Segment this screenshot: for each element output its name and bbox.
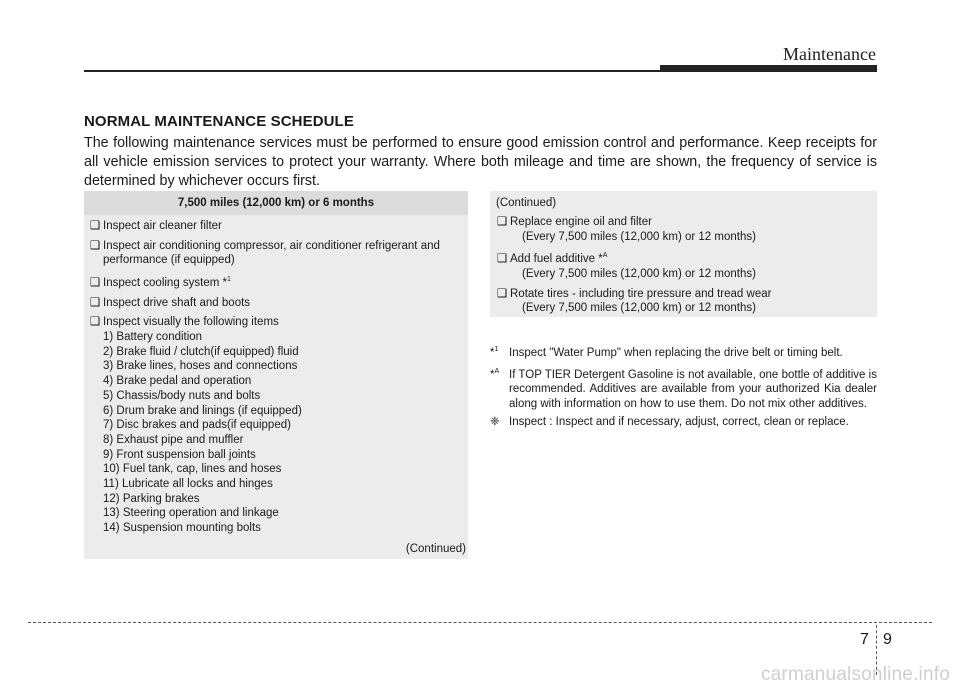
footnote-mark: 1 — [494, 346, 499, 353]
sub-item: 14) Suspension mounting bolts — [103, 522, 261, 535]
sub-item: 2) Brake fluid / clutch(if equipped) fluid — [103, 345, 299, 358]
footnote: *$^A$ If TOP TIER Detergent Gasoline is not available, one bottle of additive is recommended. Additives are available from your authorized Kia dealer along with information on how to use them. Do not mix other additives. — [490, 367, 877, 410]
footnote-mark: A — [494, 367, 500, 375]
checklist-right — [490, 215, 877, 316]
schedule-box-left — [84, 191, 468, 559]
checkbox-icon: ❑ — [90, 316, 101, 329]
checkbox-icon: ❑ — [90, 276, 101, 289]
list-item: ❑ Inspect visually the following items 1) Battery condition 2) Brake fluid / clutch(if equipped) fluid 3) Brake lines, hoses and connections 4) Brake pedal and operation 5) Chassis/body nuts and bolts 6) Drum brake and linings (if equipped) 7) Disc brakes and pads(if equipped) 8) Exhaust pipe and muffler 9) Front suspension ball joints 10) Fuel tank, cap, lines and hoses 11) Lubricate all locks and hinges 12) Parking brakes 13) Steering operation and linkage 14) Suspension mounting bolts — [90, 315, 468, 536]
list-item: ❑ Inspect air conditioning compressor, air conditioner refrigerant and performance (if equipped) — [90, 239, 440, 267]
watermark: carmanualsonline.info — [760, 664, 950, 685]
sub-item: 4) Brake pedal and operation — [103, 375, 252, 388]
footnotes — [490, 343, 877, 434]
interval-note: (Every 7,500 miles (12,000 km) or 12 months) — [522, 302, 756, 315]
footnote-mark: 1 — [227, 276, 231, 284]
header-rule-thin — [84, 70, 660, 72]
continued-label: (Continued) — [405, 543, 466, 555]
page-header-title: Maintenance — [783, 44, 876, 64]
checkbox-icon: ❑ — [90, 220, 101, 232]
section-title: NORMAL MAINTENANCE SCHEDULE — [84, 113, 354, 130]
schedule-box-right — [490, 191, 877, 317]
intro-paragraph: The following maintenance services must be performed to ensure good emission control and performance. Keep receipts for all vehicle emission services to protect your warranty. Where both mileage and time are shown, the frequency of service is determined by whichever occurs first. — [84, 135, 877, 189]
interval-header: 7,500 miles (12,000 km) or 6 months — [84, 191, 468, 215]
sub-item: 10) Fuel tank, cap, lines and hoses — [103, 463, 282, 476]
checkbox-icon: ❑ — [90, 239, 101, 252]
page-number: 9 — [883, 631, 892, 648]
visual-inspection-sublist — [103, 330, 468, 536]
interval-note: (Every 7,500 miles (12,000 km) or 12 months) — [522, 267, 756, 280]
chapter-number: 7 — [860, 631, 869, 648]
sub-item: 11) Lubricate all locks and hinges — [103, 478, 273, 491]
continued-label: (Continued) — [496, 197, 557, 209]
sub-item: 8) Exhaust pipe and muffler — [103, 433, 244, 446]
footnote-mark: A — [602, 252, 608, 260]
checkbox-icon: ❑ — [497, 216, 508, 228]
footnote: *$^1$ Inspect "Water Pump" when replacing the drive belt or timing belt. — [490, 346, 843, 359]
checkbox-icon: ❑ — [497, 287, 508, 300]
sub-item: 5) Chassis/body nuts and bolts — [103, 389, 261, 402]
checklist-left — [84, 215, 468, 536]
header-rule-thick — [660, 65, 877, 72]
sub-item: 3) Brake lines, hoses and connections — [103, 360, 298, 373]
checkbox-icon: ❑ — [497, 253, 508, 266]
footer-dashed-rule — [28, 622, 932, 623]
sub-item: 9) Front suspension ball joints — [103, 448, 256, 461]
sub-item: 13) Steering operation and linkage — [103, 507, 279, 520]
interval-note: (Every 7,500 miles (12,000 km) or 12 months) — [522, 230, 756, 243]
inspect-symbol-icon: ❈ — [490, 416, 500, 429]
list-item: ❑ Add fuel additive *$^A$ (Every 7,500 miles (12,000 km) or 12 months) — [497, 249, 877, 281]
list-item: ❑ Inspect cooling system *$^1$ — [90, 276, 231, 289]
list-item: ❑ Inspect drive shaft and boots — [90, 296, 251, 309]
sub-item: 12) Parking brakes — [103, 492, 200, 505]
sub-item: 1) Battery condition — [103, 331, 203, 344]
list-item: ❑ Replace engine oil and filter (Every 7,500 miles (12,000 km) or 12 months) — [497, 215, 877, 244]
checkbox-icon: ❑ — [90, 296, 101, 309]
list-item: ❑ Rotate tires - including tire pressure and tread wear (Every 7,500 miles (12,000 km) or 12 months) — [497, 287, 877, 316]
sub-item: 6) Drum brake and linings (if equipped) — [103, 404, 302, 417]
sub-item: 7) Disc brakes and pads(if equipped) — [103, 419, 291, 432]
footnote: ❈ Inspect : Inspect and if necessary, adjust, correct, clean or replace. — [490, 416, 849, 429]
list-item: ❑ Inspect air cleaner filter — [90, 220, 222, 232]
